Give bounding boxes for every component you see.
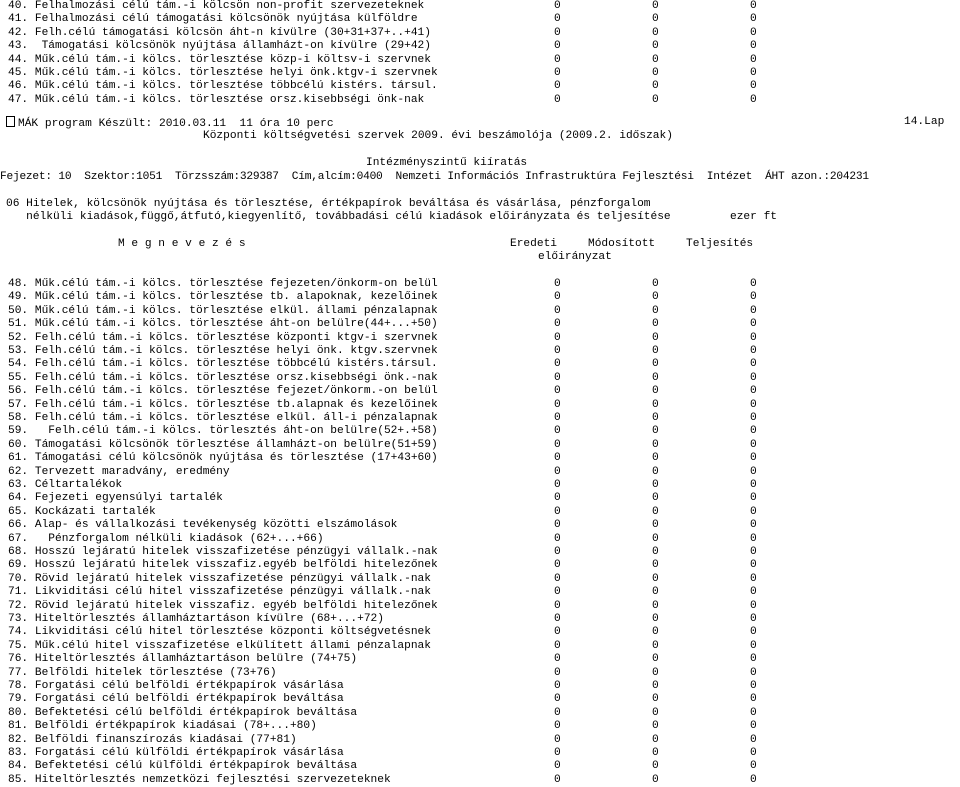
actual-value: 0	[750, 559, 757, 572]
original-value: 0	[554, 331, 561, 344]
table-row	[8, 734, 960, 747]
table-row	[8, 80, 960, 93]
row-label: 75. Műk.célú hitel visszafizetése elkülített állami pénzalapnak	[8, 639, 431, 652]
table-row	[8, 613, 960, 626]
actual-value: 0	[750, 626, 757, 639]
actual-value: 0	[750, 760, 757, 773]
row-label: 63. Céltartalékok	[8, 479, 123, 491]
original-value: 0	[554, 371, 561, 384]
original-value: 0	[554, 693, 561, 706]
checkbox-glyph-icon	[6, 116, 15, 127]
modified-value: 0	[652, 398, 659, 411]
actual-value: 0	[750, 0, 757, 12]
row-label: 79. Forgatási célú belföldi értékpapírok beváltása	[8, 693, 344, 706]
original-value: 0	[554, 492, 561, 505]
actual-value: 0	[750, 532, 757, 545]
row-label: 76. Hiteltörlesztés államháztartáson belülre (74+75)	[8, 653, 358, 666]
actual-value: 0	[750, 398, 757, 411]
table-row	[8, 586, 960, 599]
original-value: 0	[554, 559, 561, 572]
modified-value: 0	[652, 371, 659, 384]
modified-value: 0	[652, 318, 659, 331]
original-value: 0	[554, 0, 561, 12]
modified-value: 0	[652, 40, 659, 53]
actual-value: 0	[750, 26, 757, 39]
table-row	[8, 318, 960, 331]
unit-label: ezer ft	[730, 211, 777, 223]
section-title-line-2: nélküli kiadások,függő,átfutó,kiegyenlítő, továbbadási célú kiadások előirányzata és teljesítése	[6, 211, 671, 223]
table-row	[8, 305, 960, 318]
actual-value: 0	[750, 465, 757, 478]
modified-value: 0	[652, 385, 659, 398]
modified-value: 0	[652, 626, 659, 639]
original-value: 0	[554, 412, 561, 424]
row-label: 43. Támogatási kölcsönök nyújtása államházt-on kívülre (29+42)	[8, 40, 431, 53]
original-value: 0	[554, 505, 561, 518]
row-label: 50. Műk.célú tám.-i kölcs. törlesztése elkül. állami pénzalapnak	[8, 304, 438, 317]
modified-value: 0	[652, 532, 659, 545]
modified-value: 0	[652, 572, 659, 585]
original-value: 0	[554, 398, 561, 411]
table-row	[8, 533, 960, 546]
original-value: 0	[554, 291, 561, 304]
table-row	[8, 667, 960, 680]
section-title-line-1: 06 Hitelek, kölcsönök nyújtása és törlesztése, értékpapírok beváltása és vásárlása, pénzforgalom	[6, 198, 651, 210]
table-row	[8, 425, 960, 438]
table-row	[8, 546, 960, 559]
actual-value: 0	[750, 318, 757, 331]
table-row	[8, 385, 960, 398]
row-label: 41. Felhalmozási célú támogatási kölcsönök nyújtása külföldre	[8, 13, 418, 26]
actual-value: 0	[750, 67, 757, 79]
original-value: 0	[554, 626, 561, 639]
row-label: 52. Felh.célú tám.-i kölcs. törlesztése központi ktgv-i szervnek	[8, 331, 438, 344]
original-value: 0	[554, 747, 561, 759]
row-label: 83. Forgatási célú külföldi értékpapírok vásárlása	[8, 747, 344, 759]
table-row	[8, 653, 960, 666]
modified-value: 0	[652, 546, 659, 558]
row-label: 78. Forgatási célú belföldi értékpapírok vásárlása	[8, 680, 344, 692]
column-header-original: Eredeti	[510, 238, 557, 250]
original-value: 0	[554, 318, 561, 331]
actual-value: 0	[750, 666, 757, 679]
modified-value: 0	[652, 465, 659, 478]
row-label: 66. Alap- és vállalkozási tevékenység közötti elszámolások	[8, 519, 398, 532]
row-label: 46. Műk.célú tám.-i kölcs. törlesztése többcélú kistérs. társul.	[8, 80, 438, 93]
table-row	[8, 27, 960, 40]
original-value: 0	[554, 452, 561, 465]
row-label: 42. Felh.célú támogatási kölcsön áht-n kívülre (30+31+37+..+41)	[8, 26, 431, 39]
actual-value: 0	[750, 680, 757, 692]
modified-value: 0	[652, 693, 659, 706]
table-row	[8, 492, 960, 505]
original-value: 0	[554, 639, 561, 652]
actual-value: 0	[750, 599, 757, 612]
actual-value: 0	[750, 733, 757, 746]
modified-value: 0	[652, 331, 659, 344]
column-header-modified: Módosított	[588, 238, 656, 250]
table-row	[8, 291, 960, 304]
table-row	[8, 707, 960, 720]
modified-value: 0	[652, 93, 659, 106]
row-label: 58. Felh.célú tám.-i kölcs. törlesztése elkül. áll-i pénzalapnak	[8, 412, 438, 424]
row-label: 54. Felh.célú tám.-i kölcs. törlesztése többcélú kistérs.társul.	[8, 358, 438, 371]
actual-value: 0	[750, 747, 757, 759]
modified-value: 0	[652, 492, 659, 505]
original-value: 0	[554, 733, 561, 746]
table-row	[8, 479, 960, 492]
original-value: 0	[554, 385, 561, 398]
row-label: 70. Rövid lejáratú hitelek visszafizetése pénzügyi vállalk.-nak	[8, 572, 431, 585]
original-value: 0	[554, 438, 561, 451]
modified-value: 0	[652, 438, 659, 451]
actual-value: 0	[750, 93, 757, 106]
original-value: 0	[554, 465, 561, 478]
modified-value: 0	[652, 706, 659, 719]
original-value: 0	[554, 479, 561, 491]
actual-value: 0	[750, 613, 757, 625]
actual-value: 0	[750, 572, 757, 585]
row-label: 85. Hiteltörlesztés nemzetközi fejlesztési szervezeteknek	[8, 773, 391, 786]
table-row	[8, 760, 960, 773]
actual-value: 0	[750, 358, 757, 371]
modified-value: 0	[652, 680, 659, 692]
column-header-actual: Teljesítés	[686, 238, 754, 250]
table-row	[8, 452, 960, 465]
modified-value: 0	[652, 720, 659, 733]
actual-value: 0	[750, 345, 757, 357]
original-value: 0	[554, 586, 561, 599]
row-label: 48. Műk.célú tám.-i kölcs. törlesztése fejezeten/önkorm-on belül	[8, 278, 438, 290]
original-value: 0	[554, 519, 561, 532]
modified-value: 0	[652, 519, 659, 532]
entity-line: Fejezet: 10 Szektor:1051 Törzsszám:329387 Cím,alcím:0400 Nemzeti Információs Infrastruktúra Fejlesztési Intézet ÁHT azon.:204231	[0, 171, 869, 183]
actual-value: 0	[750, 479, 757, 491]
actual-value: 0	[750, 438, 757, 451]
original-value: 0	[554, 572, 561, 585]
original-value: 0	[554, 278, 561, 290]
actual-value: 0	[750, 519, 757, 532]
actual-value: 0	[750, 331, 757, 344]
actual-value: 0	[750, 706, 757, 719]
row-label: 47. Műk.célú tám.-i kölcs. törlesztése orsz.kisebbségi önk-nak	[8, 93, 425, 106]
row-label: 55. Felh.célú tám.-i kölcs. törlesztése orsz.kisebbségi önk.-nak	[8, 371, 438, 384]
row-label: 61. Támogatási célú kölcsönök nyújtása és törlesztése (17+43+60)	[8, 452, 438, 465]
row-label: 67. Pénzforgalom nélküli kiadások (62+...+66)	[8, 532, 324, 545]
table-row	[8, 399, 960, 412]
row-label: 44. Műk.célú tám.-i kölcs. törlesztése közp-i költsv-i szervnek	[8, 53, 431, 66]
table-row	[8, 345, 960, 358]
modified-value: 0	[652, 53, 659, 66]
modified-value: 0	[652, 479, 659, 491]
modified-value: 0	[652, 304, 659, 317]
row-label: 77. Belföldi hitelek törlesztése (73+76)	[8, 666, 277, 679]
report-level: Intézményszintű kiíratás	[366, 157, 528, 169]
modified-value: 0	[652, 559, 659, 572]
modified-value: 0	[652, 13, 659, 26]
table-row	[8, 67, 960, 80]
row-label: 56. Felh.célú tám.-i kölcs. törlesztése fejezet/önkorm.-on belül	[8, 385, 438, 398]
actual-value: 0	[750, 371, 757, 384]
actual-value: 0	[750, 586, 757, 599]
row-label: 73. Hiteltörlesztés államháztartáson kívülre (68+...+72)	[8, 613, 384, 625]
table-row	[8, 559, 960, 572]
table-row	[8, 40, 960, 53]
row-label: 51. Műk.célú tám.-i kölcs. törlesztése áht-on belülre(44+...+50)	[8, 318, 438, 331]
original-value: 0	[554, 653, 561, 666]
modified-value: 0	[652, 80, 659, 93]
original-value: 0	[554, 773, 561, 786]
original-value: 0	[554, 67, 561, 79]
row-label: 59. Felh.célú tám.-i kölcs. törlesztés áht-on belülre(52+.+58)	[8, 425, 438, 438]
actual-value: 0	[750, 720, 757, 733]
original-value: 0	[554, 425, 561, 438]
actual-value: 0	[750, 40, 757, 53]
modified-value: 0	[652, 747, 659, 759]
original-value: 0	[554, 26, 561, 39]
actual-value: 0	[750, 412, 757, 424]
actual-value: 0	[750, 546, 757, 558]
original-value: 0	[554, 304, 561, 317]
actual-value: 0	[750, 639, 757, 652]
table-row	[8, 600, 960, 613]
actual-value: 0	[750, 80, 757, 93]
table-row	[8, 680, 960, 693]
original-value: 0	[554, 532, 561, 545]
modified-value: 0	[652, 653, 659, 666]
original-value: 0	[554, 666, 561, 679]
modified-value: 0	[652, 278, 659, 290]
table-row	[8, 573, 960, 586]
original-value: 0	[554, 93, 561, 106]
row-label: 40. Felhalmozási célú tám.-i kölcsön non-profit szervezeteknek	[8, 0, 425, 12]
original-value: 0	[554, 53, 561, 66]
actual-value: 0	[750, 278, 757, 290]
original-value: 0	[554, 80, 561, 93]
original-value: 0	[554, 720, 561, 733]
original-value: 0	[554, 760, 561, 773]
original-value: 0	[554, 358, 561, 371]
modified-value: 0	[652, 760, 659, 773]
row-label: 62. Tervezett maradvány, eredmény	[8, 465, 230, 478]
actual-value: 0	[750, 505, 757, 518]
column-header-original-line2: előirányzat	[538, 251, 612, 263]
actual-value: 0	[750, 492, 757, 505]
table-row	[8, 278, 960, 291]
row-label: 72. Rövid lejáratú hitelek visszafiz. egyéb belföldi hitelezőnek	[8, 599, 438, 612]
row-label: 53. Felh.célú tám.-i kölcs. törlesztése helyi önk. ktgv.szervnek	[8, 345, 438, 357]
actual-value: 0	[750, 653, 757, 666]
actual-value: 0	[750, 452, 757, 465]
row-label: 68. Hosszú lejáratú hitelek visszafizetése pénzügyi vállalk.-nak	[8, 546, 438, 558]
row-label: 60. Támogatási kölcsönök törlesztése államházt-on belülre(51+59)	[8, 438, 438, 451]
row-label: 49. Műk.célú tám.-i kölcs. törlesztése tb. alapoknak, kezelőinek	[8, 291, 438, 304]
modified-value: 0	[652, 452, 659, 465]
table-row	[8, 358, 960, 371]
original-value: 0	[554, 680, 561, 692]
actual-value: 0	[750, 291, 757, 304]
modified-value: 0	[652, 0, 659, 12]
row-label: 80. Befektetési célú belföldi értékpapírok beváltása	[8, 706, 358, 719]
table-row	[8, 372, 960, 385]
row-label: 69. Hosszú lejáratú hitelek visszafiz.egyéb belföldi hitelezőnek	[8, 559, 438, 572]
actual-value: 0	[750, 425, 757, 438]
table-row	[8, 693, 960, 706]
original-value: 0	[554, 546, 561, 558]
modified-value: 0	[652, 425, 659, 438]
table-row	[8, 332, 960, 345]
row-label: 65. Kockázati tartalék	[8, 505, 156, 518]
modified-value: 0	[652, 773, 659, 786]
row-label: 82. Belföldi finanszírozás kiadásai (77+81)	[8, 733, 297, 746]
actual-value: 0	[750, 773, 757, 786]
table-row	[8, 439, 960, 452]
row-label: 71. Likviditási célú hitel visszafizetése pénzügyi vállalk.-nak	[8, 586, 431, 599]
modified-value: 0	[652, 345, 659, 357]
table-row	[8, 774, 960, 787]
table-row	[8, 626, 960, 639]
modified-value: 0	[652, 613, 659, 625]
table-row	[8, 13, 960, 26]
report-title: Központi költségvetési szervek 2009. évi beszámolója (2009.2. időszak)	[203, 130, 673, 142]
original-value: 0	[554, 706, 561, 719]
table-row	[8, 94, 960, 107]
page-number: 14.Lap	[904, 116, 945, 128]
original-value: 0	[554, 345, 561, 357]
row-label: 81. Belföldi értékpapírok kiadásai (78+...+80)	[8, 720, 317, 733]
row-label: 57. Felh.célú tám.-i kölcs. törlesztése tb.alapnak és kezelőinek	[8, 398, 438, 411]
program-info-line: MÁK program Készült: 2010.03.11 11 óra 10 perc	[6, 116, 334, 129]
table-row	[8, 640, 960, 653]
table-row	[8, 747, 960, 760]
row-label: 64. Fejezeti egyensúlyi tartalék	[8, 492, 223, 505]
table-row	[8, 412, 960, 425]
modified-value: 0	[652, 505, 659, 518]
modified-value: 0	[652, 291, 659, 304]
original-value: 0	[554, 599, 561, 612]
original-value: 0	[554, 13, 561, 26]
table-row	[8, 466, 960, 479]
original-value: 0	[554, 613, 561, 625]
actual-value: 0	[750, 693, 757, 706]
table-row	[8, 519, 960, 532]
column-header-name: M e g n e v e z é s	[118, 238, 246, 250]
modified-value: 0	[652, 639, 659, 652]
modified-value: 0	[652, 599, 659, 612]
actual-value: 0	[750, 53, 757, 66]
actual-value: 0	[750, 13, 757, 26]
actual-value: 0	[750, 304, 757, 317]
row-label: 84. Befektetési célú külföldi értékpapírok beváltása	[8, 760, 358, 773]
table-row	[8, 506, 960, 519]
modified-value: 0	[652, 358, 659, 371]
modified-value: 0	[652, 67, 659, 79]
table-row	[8, 0, 960, 13]
modified-value: 0	[652, 733, 659, 746]
actual-value: 0	[750, 385, 757, 398]
row-label: 45. Műk.célú tám.-i kölcs. törlesztése helyi önk.ktgv-i szervnek	[8, 67, 438, 79]
modified-value: 0	[652, 666, 659, 679]
table-row	[8, 54, 960, 67]
original-value: 0	[554, 40, 561, 53]
table-row	[8, 720, 960, 733]
modified-value: 0	[652, 412, 659, 424]
modified-value: 0	[652, 26, 659, 39]
row-label: 74. Likviditási célú hitel törlesztése központi költségvetésnek	[8, 626, 431, 639]
modified-value: 0	[652, 586, 659, 599]
